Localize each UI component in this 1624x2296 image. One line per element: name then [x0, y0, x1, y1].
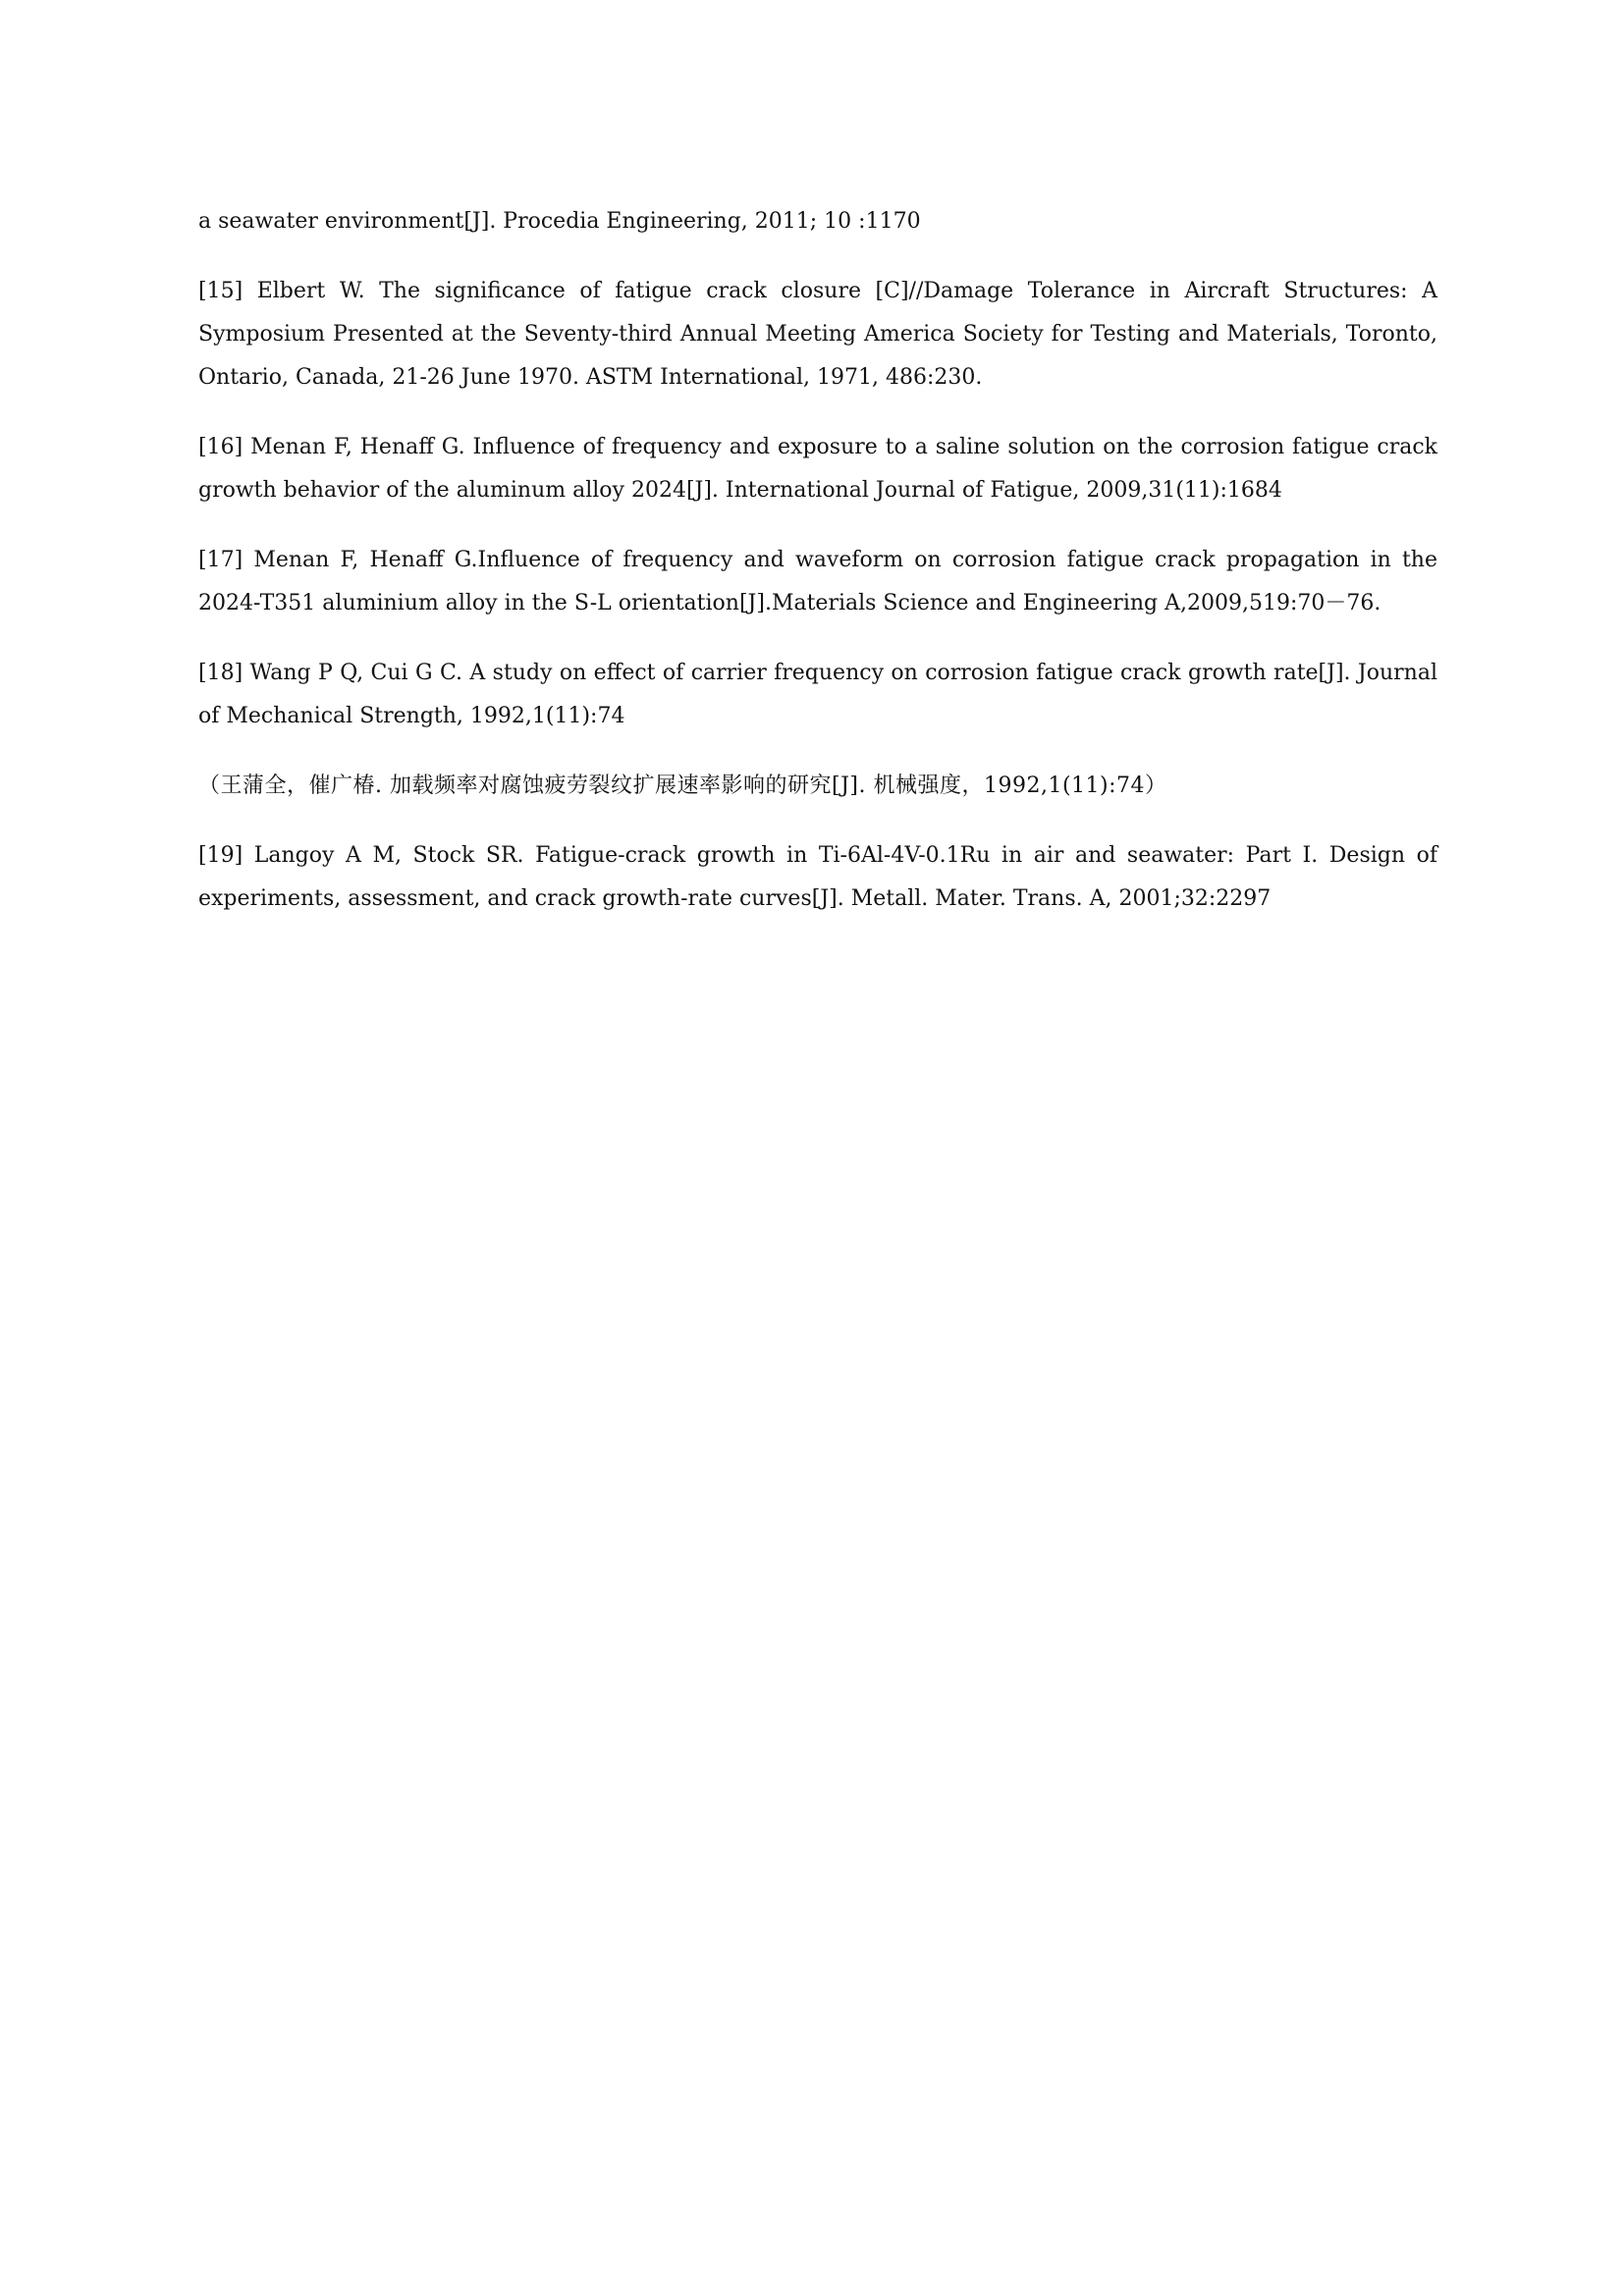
reference-entry-16: [16] Menan F, Henaff G. Influence of frequency and exposure to a saline solution on the corrosion fatigue crack growth behavior of the aluminum alloy 2024[J]. International Journal of Fatigue, 2009,31(11):1684: [198, 435, 1437, 503]
reference-entry-17: [17] Menan F, Henaff G.Influence of frequency and waveform on corrosion fatigue crack propagation in the 2024-T351 aluminium alloy in the S-L orientation[J].Materials Science and Engineering A,2009,519:70－76.: [198, 548, 1437, 615]
reference-list: [198, 200, 1437, 947]
reference-entry-18: [18] Wang P Q, Cui G C. A study on effect of carrier frequency on corrosion fatigue crack growth rate[J]. Journal of Mechanical Strength, 1992,1(11):74: [198, 661, 1437, 728]
reference-entry-18-chinese: （王蒲全，催广椿. 加载频率对腐蚀疲劳裂纹扩展速率影响的研究[J]. 机械强度，1992,1(11):74）: [198, 774, 1167, 798]
reference-entry-15: [15] Elbert W. The significance of fatigue crack closure [C]//Damage Tolerance in Aircraft Structures: A Symposium Presented at the Seventy-third Annual Meeting America Society for Testing and Materials, Toronto, Ontario, Canada, 21-26 June 1970. ASTM International, 1971, 486:230.: [198, 279, 1437, 390]
reference-entry-14-continued: a seawater environment[J]. Procedia Engineering, 2011; 10 :1170: [198, 209, 921, 234]
reference-entry-19: [19] Langoy A M, Stock SR. Fatigue-crack growth in Ti-6Al-4V-0.1Ru in air and seawater: Part I. Design of experiments, assessment, and crack growth-rate curves[J]. Metall. Mater. Trans. A, 2001;32:2297: [198, 843, 1437, 911]
